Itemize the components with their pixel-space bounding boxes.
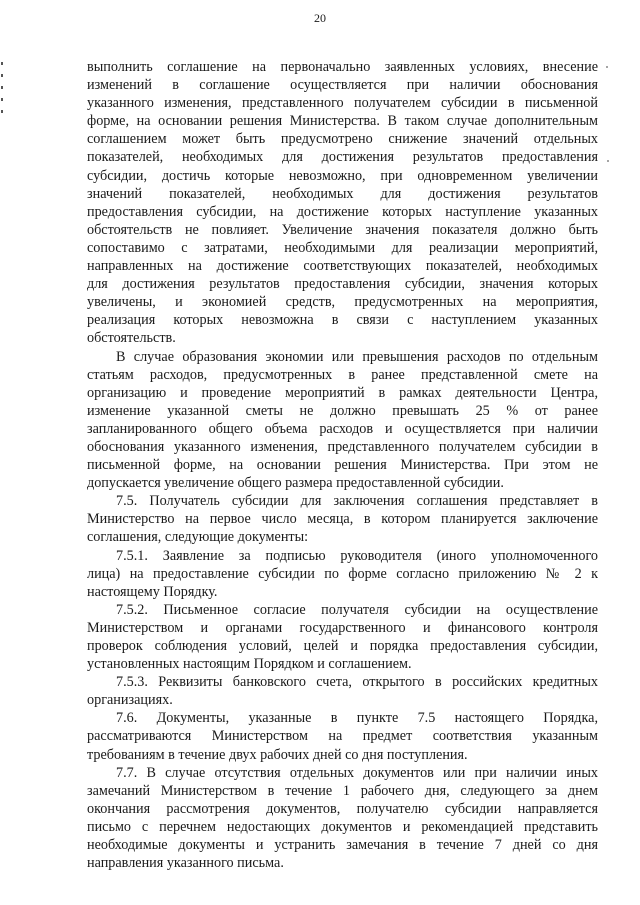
binding-mark: [1, 86, 3, 89]
text-line: 7.7. В случае отсутствия отдельных документов или при наличии иных: [116, 764, 598, 781]
text-line: обстоятельств.: [87, 330, 176, 347]
text-line: реализация которых невозможна в связи с наступлением указанных: [87, 312, 598, 329]
text-line: показателей, необходимых для достижения результатов предоставления: [87, 149, 598, 166]
text-line: выполнить соглашение на первоначально заявленных условиях, внесение: [87, 59, 598, 75]
text-line: субсидии, достичь которые невозможно, при одновременном увеличении: [87, 167, 598, 184]
text-line: организациях.: [87, 692, 173, 709]
text-line: 7.5. Получатель субсидии для заключения соглашения представляет в: [116, 493, 598, 510]
text-line: Министерством и органами государственного и финансового контроля: [87, 619, 598, 636]
text-line: изменений в соглашение осуществляется при наличии обоснования: [87, 77, 598, 94]
text-line: форме, на основании решения Министерства. В таком случае дополнительным: [87, 113, 598, 130]
text-line: настоящему Порядку.: [87, 583, 218, 600]
text-line: 7.5.1. Заявление за подписью руководителя (иного уполномоченного: [116, 547, 598, 564]
binding-mark: [1, 110, 3, 113]
text-line: Министерство на первое число месяца, в котором планируется заключение: [87, 511, 598, 528]
text-line: обоснования указанного изменения, представленного получателем субсидии в: [87, 438, 598, 455]
text-line: организацию и проведение мероприятий в рамках деятельности Центра,: [87, 384, 598, 401]
document-body: [87, 58, 598, 872]
scan-speck: [607, 160, 609, 162]
text-line: рассматриваются Министерством на предмет соответствия указанным: [87, 728, 598, 745]
text-line: увеличены, и экономией средств, предусмотренных на мероприятия,: [87, 294, 598, 311]
text-line: установленных настоящим Порядком и соглашением.: [87, 656, 412, 673]
text-line: изменение указанной сметы не должно превышать 25 % от ранее: [87, 402, 598, 419]
text-line: запланированного общего объема расходов и осуществляется при наличии: [87, 420, 598, 437]
page-number: 20: [314, 11, 326, 25]
text-line: статьям расходов, предусмотренных в ранее представленной смете на: [87, 366, 598, 383]
scan-speck: [606, 66, 608, 68]
text-line: допускается увеличение общего размера предоставленной субсидии.: [87, 475, 504, 492]
text-line: соглашения, следующие документы:: [87, 529, 309, 546]
text-line: необходимые документы и устранить замечания в течение 7 дней со дня: [87, 837, 598, 854]
text-line: замечаний Министерством в течение 1 рабочего дня, следующего за днем: [87, 782, 598, 799]
text-line: указанного изменения, представленного получателем субсидии в письменной: [87, 95, 598, 112]
binding-mark: [1, 74, 3, 77]
binding-mark: [1, 62, 3, 65]
text-line: 7.6. Документы, указанные в пункте 7.5 настоящего Порядка,: [116, 710, 598, 727]
text-line: окончания рассмотрения документов, получателю субсидии направляется: [87, 800, 598, 817]
text-line: В случае образования экономии или превышения расходов по отдельным: [116, 348, 598, 365]
text-line: 7.5.3. Реквизиты банковского счета, открытого в российских кредитных: [116, 674, 598, 691]
text-line: направленных на достижение соответствующих показателей, необходимых: [87, 258, 598, 275]
text-line: соглашением может быть предусмотрено снижение значений отдельных: [87, 131, 598, 148]
text-line: для достижения результатов предоставления субсидии, значения которых: [87, 276, 598, 293]
text-line: письменной форме, на основании решения Министерства. При этом не: [87, 457, 598, 474]
text-line: 7.5.2. Письменное согласие получателя субсидии на осуществление: [116, 601, 598, 618]
text-line: лица) на предоставление субсидии по форме согласно приложению № 2 к: [87, 565, 598, 582]
text-line: проверок соблюдения условий, целей и порядка предоставления субсидии,: [87, 638, 598, 654]
text-line: предоставления субсидии, на достижение которых наступление указанных: [87, 203, 598, 220]
text-line: сопоставимо с затратами, необходимыми для реализации мероприятий,: [87, 239, 598, 256]
text-line: значений показателей, необходимых для достижения результатов: [87, 185, 598, 202]
text-line: обстоятельств не повлияет. Увеличение значения показателя должно быть: [87, 221, 598, 238]
text-line: письмо с перечнем недостающих документов и рекомендацией представить: [87, 818, 598, 835]
binding-marks: [0, 62, 4, 122]
text-line: требованиям в течение двух рабочих дней со дня поступления.: [87, 746, 468, 763]
text-line: направления указанного письма.: [87, 855, 284, 872]
binding-mark: [1, 98, 3, 101]
